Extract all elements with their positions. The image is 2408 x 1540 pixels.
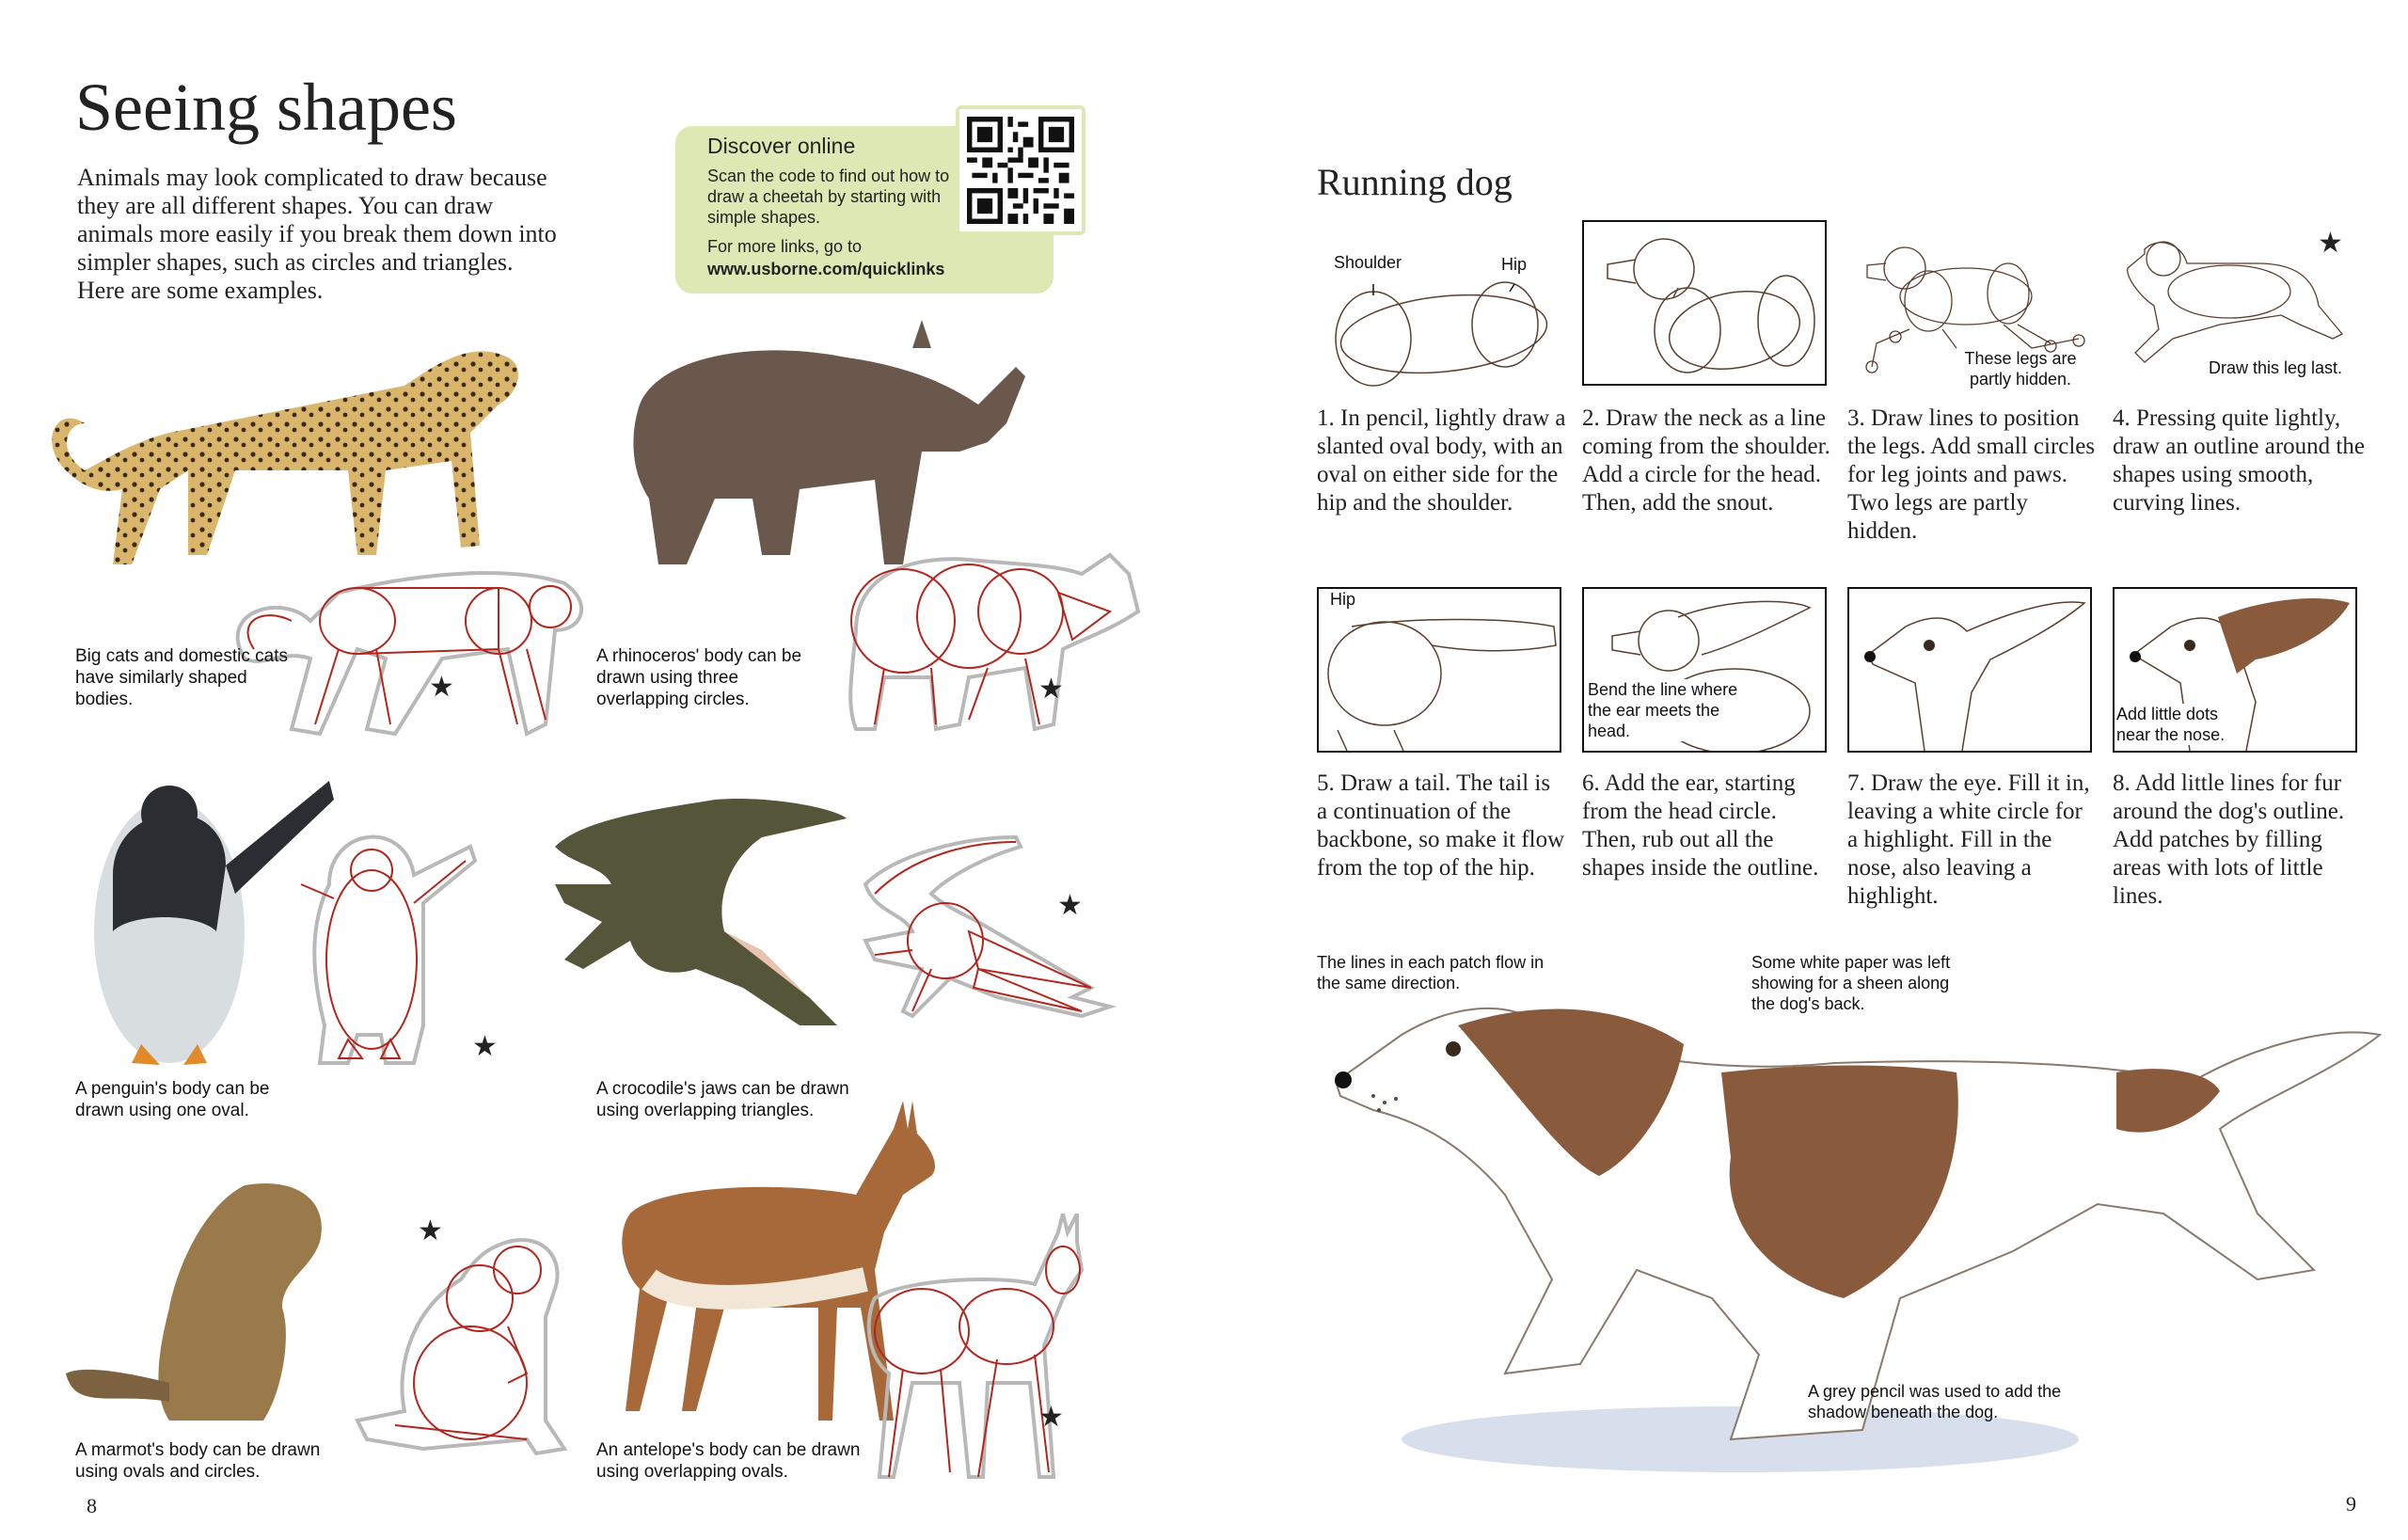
step-1-text: 1. In pencil, lightly draw a slanted oval body, with an oval on either side for the hip and the shoulder. — [1317, 405, 1566, 516]
marmot-sketch — [348, 1223, 574, 1468]
discover-online-box — [675, 126, 1054, 294]
step5-diagram — [1317, 587, 1561, 753]
label-shoulder: Shoulder — [1334, 253, 1402, 272]
note-shadow: A grey pencil was used to add the shadow beneath the dog. — [1808, 1382, 2062, 1421]
difficulty-star: ★ — [1038, 674, 1064, 705]
step-7-text: 7. Draw the eye. Fill it in, leaving a white circle for a highlight. Fill in the nose, also leaving a highlight. — [1847, 770, 2090, 909]
label-bend-line: Bend the line where the ear meets the head. — [1588, 680, 1738, 740]
difficulty-star: ★ — [429, 672, 454, 703]
step-4-text: 4. Pressing quite lightly, draw an outline around the shapes using smooth, curving lines. — [2113, 405, 2365, 516]
step-3-text: 3. Draw lines to position the legs. Add small circles for leg joints and paws. Two legs are partly hidden. — [1847, 405, 2096, 544]
intro-text: Animals may look complicated to draw because they are all different shapes. You can draw animals more easily if you break them down into simpler shapes, such as circles and triangles. Here are some examples. — [77, 164, 557, 304]
difficulty-star: ★ — [1057, 890, 1083, 921]
step-8-text: 8. Add little lines for fur around the dog's outline. Add patches by filling areas with lots of little lines. — [2113, 770, 2345, 909]
caption-cats: Big cats and domestic cats have similarly shaped bodies. — [75, 646, 288, 709]
difficulty-star: ★ — [2318, 228, 2343, 259]
label-hip: Hip — [1501, 255, 1528, 274]
page-title: Seeing shapes — [75, 70, 457, 145]
section-title: Running dog — [1317, 161, 1513, 203]
quicklinks-link[interactable]: www.usborne.com/quicklinks — [707, 260, 945, 278]
qr-code-icon — [967, 117, 1074, 224]
label-hip-2: Hip — [1330, 590, 1356, 609]
step7-diagram — [1847, 587, 2092, 753]
leopard-photo — [28, 329, 593, 593]
caption-marmot: A marmot's body can be drawn using ovals and circles. — [75, 1440, 321, 1482]
difficulty-star: ★ — [418, 1215, 443, 1246]
label-draw-leg-last: Draw this leg last. — [2209, 358, 2343, 377]
qr-code[interactable] — [956, 105, 1085, 235]
step-6-text: 6. Add the ear, starting from the head circle. Then, rub out all the shapes inside the outline. — [1582, 770, 1819, 881]
caption-antelope: An antelope's body can be drawn using overlapping ovals. — [596, 1440, 861, 1482]
rhino-sketch — [828, 536, 1148, 743]
page-number-right: 9 — [2346, 1492, 2356, 1516]
penguin-sketch — [292, 809, 480, 1082]
note-sheen: Some white paper was left showing for a sheen along the dog's back. — [1751, 953, 1951, 1013]
discover-more: For more links, go to — [707, 237, 863, 256]
step2-diagram — [1582, 220, 1827, 386]
step-5-text: 5. Draw a tail. The tail is a continuation of the backbone, so make it flow from the top of the hip. — [1317, 770, 1565, 881]
discover-heading: Discover online — [707, 134, 856, 158]
label-legs-hidden: These legs are partly hidden. — [1964, 349, 2077, 389]
step1-diagram — [1317, 263, 1571, 395]
difficulty-star: ★ — [1038, 1402, 1064, 1433]
note-patch: The lines in each patch flow in the same direction. — [1317, 953, 1545, 992]
caption-penguin: A penguin's body can be drawn using one oval. — [75, 1079, 270, 1120]
difficulty-star: ★ — [472, 1031, 498, 1062]
crocodile-sketch — [837, 828, 1129, 1054]
page-number-left: 8 — [87, 1494, 97, 1517]
caption-croc: A crocodile's jaws can be drawn using overlapping triangles. — [596, 1079, 849, 1120]
discover-text: Scan the code to find out how to draw a cheetah by starting with simple shapes. — [707, 167, 950, 227]
crocodile-photo — [527, 781, 865, 1035]
caption-rhino: A rhinoceros' body can be drawn using three overlapping circles. — [596, 646, 802, 709]
label-little-dots: Add little dots near the nose. — [2116, 704, 2239, 745]
step-2-text: 2. Draw the neck as a line coming from the shoulder. Add a circle for the head. Then, add the snout. — [1582, 405, 1830, 516]
marmot-photo — [56, 1167, 367, 1430]
